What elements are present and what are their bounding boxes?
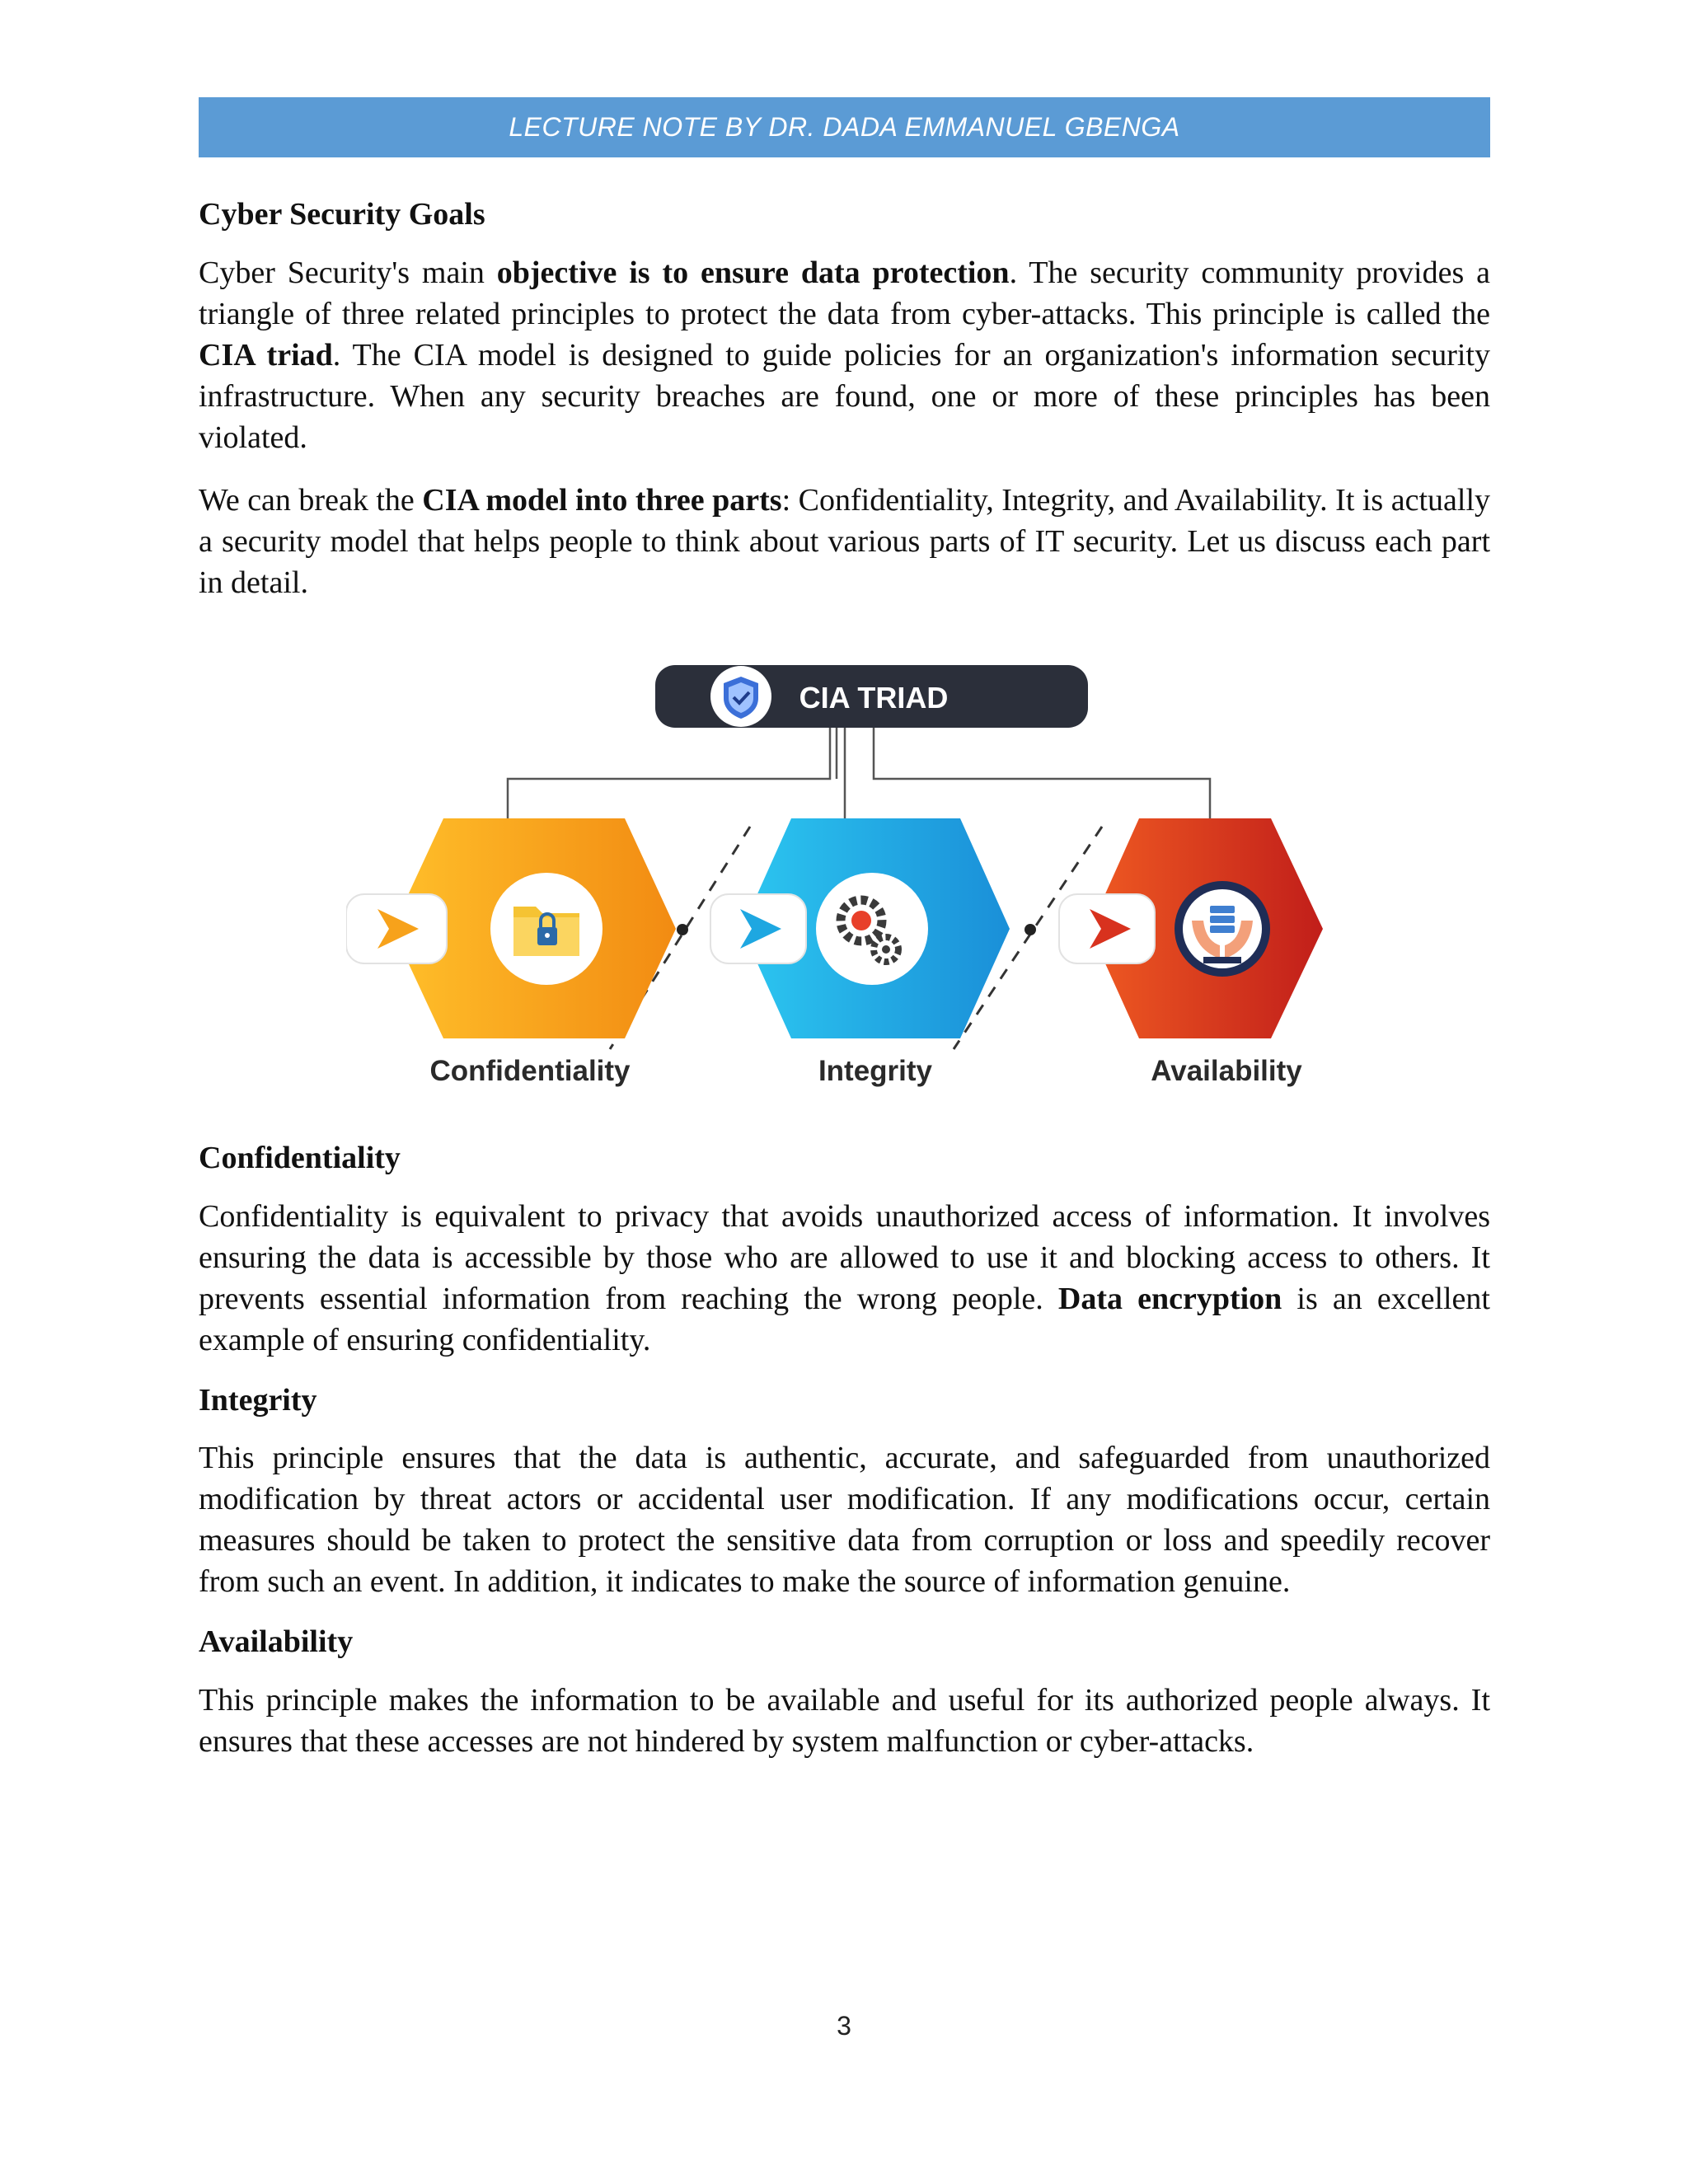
confidentiality-paragraph <box>199 1196 1490 1361</box>
goals-paragraph-2 <box>199 480 1490 603</box>
text-run: . The CIA model is designed to guide policies for an organization's information security infrastructure. When any security breaches are found, one or more of these principles has been violated. <box>199 337 1490 455</box>
hands-server-icon <box>1175 881 1270 977</box>
availability-paragraph: This principle makes the information to be available and useful for its authorized people always. It ensures that these accesses are not hindered by system malfunction or cyber-attacks. <box>199 1682 1490 1759</box>
label-integrity: Integrity <box>818 1055 933 1087</box>
header-bar <box>199 97 1490 157</box>
arrow-tab-3 <box>1059 894 1155 963</box>
cia-diagram <box>346 655 1343 1051</box>
label-confidentiality: Confidentiality <box>429 1055 631 1087</box>
page-number: 3 <box>837 2011 851 2041</box>
bold-run: CIA triad <box>199 337 333 373</box>
integrity-paragraph: This principle ensures that the data is authentic, accurate, and safeguarded from unauthorized modification by threat actors or accidental user modification. If any modifications occur, certain measures should be taken to protect the sensitive data from corruption or loss and speedily recover from such an event. In addition, it indicates to make the source of information genuine. <box>199 1441 1490 1600</box>
connector-lines <box>508 728 1210 820</box>
figure-title: CIA TRIAD <box>799 681 949 715</box>
goals-section <box>199 196 1490 625</box>
goals-paragraph-1 <box>199 252 1490 458</box>
gears-icon <box>816 873 928 985</box>
bold-run: Data encryption <box>1057 1281 1282 1316</box>
bold-run: CIA model into three parts <box>422 482 782 518</box>
text-run: is an excellent example of ensuring confidentiality. <box>199 1281 1490 1357</box>
header-title: LECTURE NOTE BY DR. DADA EMMANUEL GBENGA <box>509 112 1180 142</box>
arrow-tab-2 <box>710 894 806 963</box>
text-run: We can break the <box>199 482 423 518</box>
availability-heading: Availability <box>199 1624 354 1660</box>
text-run: : Confidentiality, Integrity, and Availability. It is actually a security model that helps people to think about various parts of IT security. Let us discuss each part in detail. <box>199 482 1491 600</box>
text-run: Cyber Security's main <box>199 255 497 290</box>
folder-lock-icon <box>490 873 603 985</box>
text-run: . The security community provides a triangle of three related principles to protect the data from cyber-attacks. This principle is called the <box>199 255 1490 331</box>
bold-run: objective is to ensure data protection <box>496 255 1010 290</box>
goals-heading: Cyber Security Goals <box>199 197 485 232</box>
text-run: Confidentiality is equivalent to privacy that avoids unauthorized access of information. It involves ensuring the data is accessible by those who are allowed to use it and blocking access to others. It prevents essential information from reaching the wrong people. <box>199 1198 1490 1316</box>
principles-section <box>199 1140 1490 1783</box>
arrow-tab-1 <box>346 894 447 963</box>
label-availability: Availability <box>1151 1055 1302 1087</box>
cia-triad-figure <box>346 655 1343 1104</box>
confidentiality-heading: Confidentiality <box>199 1141 401 1175</box>
integrity-heading: Integrity <box>199 1382 317 1418</box>
